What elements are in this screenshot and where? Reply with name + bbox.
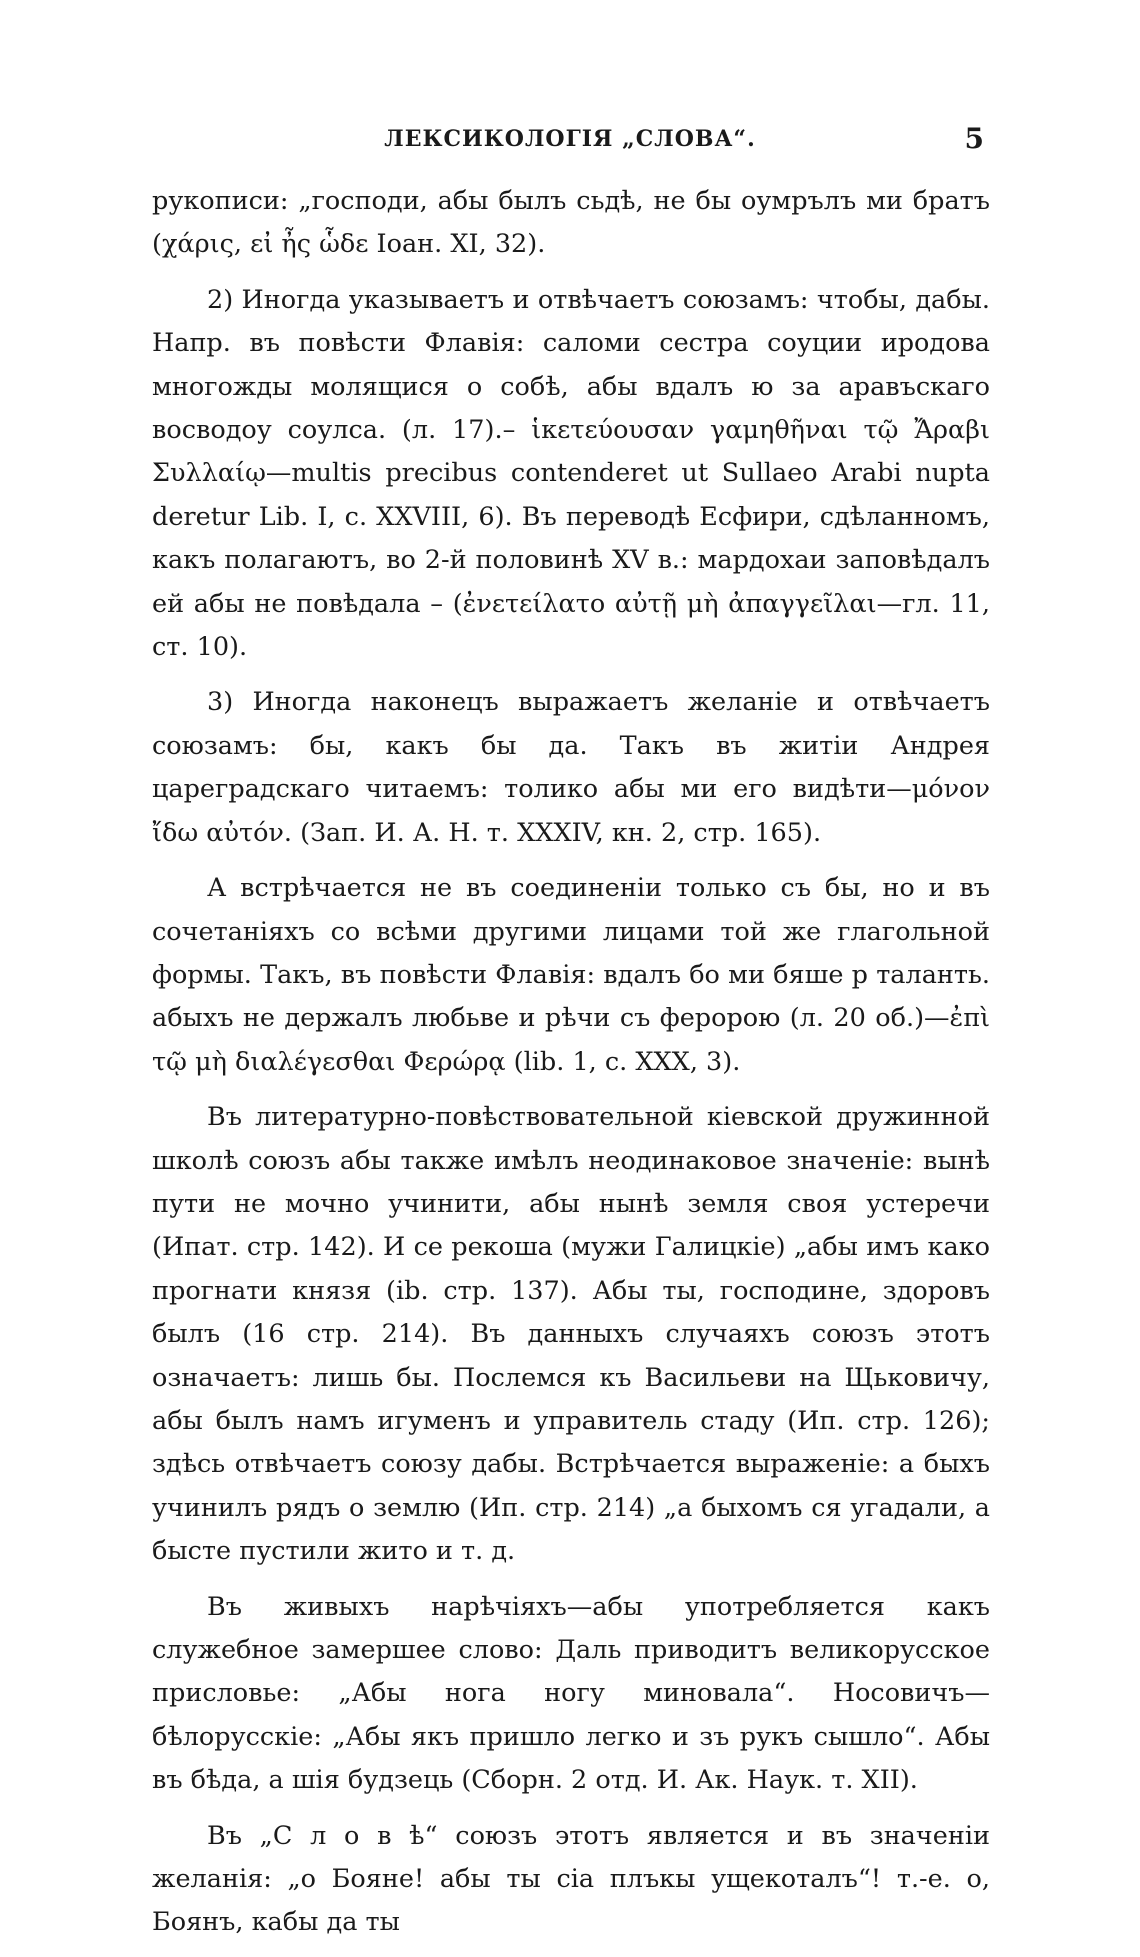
body-text bbox=[152, 180, 990, 1957]
paragraph-slovo-desire: Въ „С л о в ѣ“ союзъ этотъ является и въ значеніи желанія: „о Бояне! абы ты сіа плъкы ущекоталъ“! т.-е. о, Боянъ, кабы да ты bbox=[152, 1820, 990, 1938]
paragraph-meaning-2: 2) Иногда указываетъ и отвѣчаетъ союзамъ: чтобы, дабы. Напр. въ повѣсти Флавія: саломи сестра соуции иродова многожды молящися о собѣ, абы вдалъ ю за аравъскаго восводоу соулса. (л. 17).– ἱκετεύουσαν γαμηθῆναι τῷ Ἄραβι Συλλαίῳ—multis precibus contenderet ut Sullaeo Arabi nupta deretur Lib. I, c. XXVIII, 6). Въ переводѣ Есфири, сдѣланномъ, какъ полагаютъ, во 2-й половинѣ XV в.: мардохаи заповѣдалъ ей абы не повѣдала – (ἐνετείλατο αὐτῇ μὴ ἀπαγγεῖλαι—гл. 11, ст. 10). bbox=[152, 284, 990, 663]
paragraph-other-persons: А встрѣчается не въ соединеніи только съ бы, но и въ сочетаніяхъ со всѣми другими лицами той же глагольной формы. Такъ, въ повѣсти Флавія: вдалъ бо ми бяше р таланть. абыхъ не держалъ любьве и рѣчи съ феророю (л. 20 об.)—ἐπὶ τῷ μὴ διαλέγεσθαι Φερώρᾳ (lib. 1, c. XXX, 3). bbox=[152, 873, 990, 1077]
running-title: ЛЕКСИКОЛОГIЯ „СЛОВА“. bbox=[384, 126, 756, 152]
paragraph-kiev-school: Въ литературно-повѣствовательной кіевской дружинной школѣ союзъ абы также имѣлъ неодинаковое значеніе: вынѣ пути не мочно учинити, абы нынѣ земля своя устеречи (Ипат. стр. 142). И се рекоша (мужи Галицкіе) „абы имъ како прогнати князя (ib. стр. 137). Абы ты, господине, здоровъ былъ (16 стр. 214). Въ данныхъ случаяхъ союзъ этотъ означаетъ: лишь бы. Послемся къ Васильеви на Щьковичу, абы былъ намъ игуменъ и управитель стаду (Ип. стр. 126); здѣсь отвѣчаетъ союзу дабы. Встрѣчается выраженіе: а быхъ учинилъ рядъ о землю (Ип. стр. 214) „а быхомъ ся угадали, а бысте пустили жито и т. д. bbox=[152, 1102, 990, 1567]
paragraph-living-dialects: Въ живыхъ нарѣчіяхъ—абы употребляется какъ служебное замершее слово: Даль приводитъ великорусское присловье: „Абы нога ногу миновала“. Носовичъ—бѣлорусскіе: „Абы якъ пришло легко и зъ рукъ сышло“. Абы въ бѣда, а шія будзець (Сборн. 2 отд. И. Ак. Наук. т. XII). bbox=[152, 1591, 990, 1796]
paragraph-continuation: рукописи: „господи, абы былъ сьдѣ, не бы оумрълъ ми братъ (χάρις, εἰ ἦς ὧδε Іоан. XI, 32). bbox=[152, 186, 990, 260]
paragraph-meaning-3: 3) Иногда наконецъ выражаетъ желаніе и отвѣчаетъ союзамъ: бы, какъ бы да. Такъ въ житіи Андрея цареградскаго читаемъ: толико абы ми его видѣти—μόνον ἴδω αὐτόν. (Зап. И. А. Н. т. XXXIV, кн. 2, стр. 165). bbox=[152, 687, 990, 848]
page-number: 5 bbox=[964, 122, 984, 155]
page-header bbox=[0, 122, 1140, 166]
